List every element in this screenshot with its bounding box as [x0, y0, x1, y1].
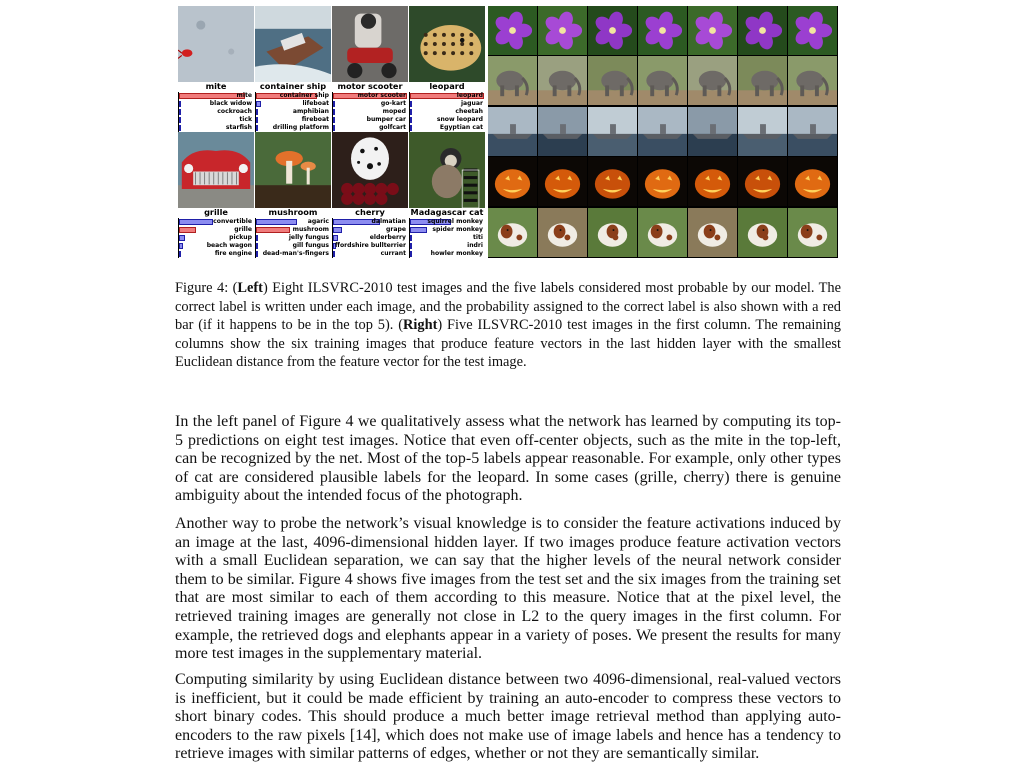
prediction-row [179, 226, 254, 234]
prediction-label: bumper car [366, 116, 406, 123]
prediction-row [256, 116, 331, 124]
prediction-label: indri [467, 242, 483, 249]
prediction-row [179, 124, 254, 132]
retrieved-image-dogs [588, 208, 637, 257]
retrieved-image-pumpkins [638, 157, 687, 206]
prediction-label: motor scooter [357, 92, 406, 99]
retrieved-image-pumpkins [788, 157, 837, 206]
prediction-label: titi [472, 234, 483, 241]
retrieved-image-ships [688, 107, 737, 156]
prediction-row [179, 250, 254, 258]
probability-bar [410, 101, 412, 107]
probability-bar [179, 125, 181, 131]
probability-bar [410, 125, 412, 131]
prediction-label: fire engine [214, 250, 252, 257]
prediction-label: snow leopard [436, 116, 483, 123]
retrieved-image-pumpkins [588, 157, 637, 206]
prediction-label: black widow [209, 100, 252, 107]
correct-label: mushroom [268, 207, 318, 217]
retrieved-image-elephants [588, 56, 637, 105]
prediction-label: pickup [229, 234, 252, 241]
retrieved-image-elephants [538, 56, 587, 105]
probability-bar [410, 109, 412, 115]
prediction-row [179, 242, 254, 250]
prediction-row [179, 92, 254, 100]
retrieved-image-elephants [788, 56, 837, 105]
prediction-label: elderberry [369, 234, 406, 241]
prediction-label: mushroom [292, 226, 329, 233]
probability-bar [410, 227, 427, 233]
prediction-label: howler monkey [430, 250, 483, 257]
prediction-label: cheetah [455, 108, 483, 115]
probability-bar [333, 235, 338, 241]
prediction-row [179, 100, 254, 108]
retrieved-image-pumpkins [688, 157, 737, 206]
retrieved-image-pumpkins [738, 157, 787, 206]
top5-predictions [332, 218, 408, 258]
test-image-cherry [332, 132, 408, 208]
retrieved-image-dogs [538, 208, 587, 257]
correct-label: leopard [429, 81, 465, 91]
probability-bar [179, 243, 183, 249]
retrieved-image-dogs [638, 208, 687, 257]
prediction-row [410, 250, 485, 258]
prediction-label: agaric [307, 218, 329, 225]
correct-label: container ship [259, 81, 327, 91]
caption-text-1: ) Eight ILSVRC-2010 test images and the five labels considered most probable by our model. The correct label is written under each image, and the probability assigned to the correct label is also shown with a red bar (if it happens to be in the top 5). ( [175, 280, 841, 333]
prediction-row [256, 234, 331, 242]
test-image-scooter [332, 6, 408, 82]
retrieved-image-dogs [788, 208, 837, 257]
query-image-flowers [488, 6, 537, 55]
prediction-row [256, 250, 331, 258]
retrieved-image-flowers [588, 6, 637, 55]
retrieved-image-elephants [638, 56, 687, 105]
retrieved-image-dogs [688, 208, 737, 257]
retrieved-image-elephants [688, 56, 737, 105]
top5-predictions [255, 218, 331, 258]
probability-bar [256, 235, 258, 241]
prediction-row [256, 100, 331, 108]
top5-predictions [409, 92, 485, 132]
prediction-label: go-kart [380, 100, 406, 107]
probability-bar [256, 219, 297, 225]
prediction-row [179, 218, 254, 226]
prediction-label: drilling platform [272, 124, 329, 131]
prediction-row [256, 92, 331, 100]
prediction-row [256, 108, 331, 116]
prediction-row [410, 226, 485, 234]
prediction-row [333, 100, 408, 108]
correct-label: Madagascar cat [410, 207, 484, 217]
prediction-row [333, 250, 408, 258]
retrieved-image-ships [538, 107, 587, 156]
prediction-label: spider monkey [432, 226, 483, 233]
prediction-row [410, 116, 485, 124]
prediction-label: jelly fungus [288, 234, 329, 241]
probability-bar [256, 251, 258, 257]
prediction-row [333, 108, 408, 116]
probability-bar [256, 125, 258, 131]
prediction-row [410, 124, 485, 132]
prediction-label: fireboat [301, 116, 329, 123]
prediction-label: lifeboat [302, 100, 329, 107]
probability-bar [179, 251, 181, 257]
test-image-car [178, 132, 254, 208]
prediction-label: currant [380, 250, 406, 257]
prediction-label: grape [386, 226, 406, 233]
prediction-label: grille [234, 226, 252, 233]
top5-predictions [178, 218, 254, 258]
probability-bar [333, 125, 335, 131]
prediction-row [179, 234, 254, 242]
probability-bar [256, 243, 258, 249]
prediction-row [410, 218, 485, 226]
probability-bar [179, 101, 181, 107]
probability-bar [333, 117, 335, 123]
prediction-row [410, 234, 485, 242]
probability-bar [333, 251, 335, 257]
top5-predictions [178, 92, 254, 132]
prediction-label: ffordshire bullterrier [335, 242, 406, 249]
probability-bar [410, 117, 412, 123]
prediction-row [333, 92, 408, 100]
prediction-row [333, 226, 408, 234]
prediction-row [333, 124, 408, 132]
probability-bar [179, 117, 181, 123]
probability-bar [333, 101, 335, 107]
test-image-leopard [409, 6, 485, 82]
retrieved-image-flowers [738, 6, 787, 55]
prediction-row [333, 116, 408, 124]
probability-bar [179, 109, 181, 115]
correct-probability-bar [256, 227, 290, 233]
probability-bar [256, 101, 261, 107]
prediction-row [410, 92, 485, 100]
test-image-ship [255, 6, 331, 82]
prediction-label: gill fungus [292, 242, 329, 249]
prediction-row [333, 234, 408, 242]
probability-bar [333, 109, 335, 115]
prediction-row [410, 242, 485, 250]
probability-bar [410, 243, 412, 249]
figure-right-panel [488, 6, 838, 258]
prediction-label: dead-man's-fingers [262, 250, 329, 257]
paragraph-3: Computing similarity by using Euclidean distance between two 4096-dimensional, real-valued vectors is inefficient, but it could be made efficient by training an auto-encoder to compress these vectors to short binary codes. This should produce a much better image retrieval method than applying auto-encoders to the raw pixels [14], which does not make use of image labels and hence has a tendency to retrieve images with similar patterns of edges, whether or not they are semantically similar. [175, 671, 841, 763]
correct-probability-bar [179, 93, 245, 99]
retrieved-image-ships [588, 107, 637, 156]
prediction-label: beach wagon [206, 242, 252, 249]
caption-text-2: ) Five ILSVRC-2010 test images in the first column. The remaining columns show the six training images that produce feature vectors in the last hidden layer with the smallest Euclidean distance from the feature vector for the test image. [175, 317, 841, 370]
retrieved-image-ships [788, 107, 837, 156]
prediction-row [179, 116, 254, 124]
prediction-label: leopard [456, 92, 483, 99]
prediction-row [256, 218, 331, 226]
prediction-row [410, 108, 485, 116]
retrieved-image-flowers [638, 6, 687, 55]
retrieved-image-flowers [688, 6, 737, 55]
caption-right-label: Right [403, 317, 438, 333]
prediction-row [256, 226, 331, 234]
prediction-row [333, 218, 408, 226]
retrieved-image-dogs [738, 208, 787, 257]
retrieved-image-flowers [788, 6, 837, 55]
prediction-label: dalmatian [371, 218, 406, 225]
query-image-dogs [488, 208, 537, 257]
correct-label: cherry [355, 207, 385, 217]
retrieved-image-elephants [738, 56, 787, 105]
figure-left-panel [178, 6, 486, 258]
prediction-label: amphibian [292, 108, 329, 115]
top5-predictions [409, 218, 485, 258]
prediction-row [333, 242, 408, 250]
probability-bar [333, 227, 342, 233]
top5-predictions [255, 92, 331, 132]
top5-predictions [332, 92, 408, 132]
figure-caption [175, 279, 841, 372]
prediction-label: squirrel monkey [427, 218, 483, 225]
correct-label: grille [204, 207, 228, 217]
prediction-label: mite [236, 92, 252, 99]
paragraph-2: Another way to probe the network’s visual knowledge is to consider the feature activations induced by an image at the last, 4096-dimensional hidden layer. If two images produce feature activation vectors with a small Euclidean separation, we can say that the higher levels of the neural network consider them to be similar. Figure 4 shows five images from the test set and the six images from the training set that are most similar to each of them according to this measure. Notice that at the pixel level, the retrieved training images are generally not close in L2 to the query images in the first column. For example, the retrieved dogs and elephants appear in a variety of poses. We present the results for many more test images in the supplementary material. [175, 515, 841, 663]
caption-left-label: Left [237, 280, 263, 296]
test-image-mite [178, 6, 254, 82]
prediction-label: container ship [279, 92, 329, 99]
prediction-row [256, 242, 331, 250]
prediction-label: jaguar [460, 100, 483, 107]
prediction-row [256, 124, 331, 132]
probability-bar [179, 235, 185, 241]
query-image-ships [488, 107, 537, 156]
prediction-label: convertible [213, 218, 252, 225]
probability-bar [410, 251, 412, 257]
probability-bar [256, 109, 258, 115]
prediction-label: golfcart [379, 124, 406, 131]
prediction-label: starfish [225, 124, 252, 131]
correct-label: motor scooter [337, 81, 403, 91]
caption-prefix: Figure 4: ( [175, 280, 238, 296]
probability-bar [256, 117, 258, 123]
retrieved-image-pumpkins [538, 157, 587, 206]
test-image-mushroom [255, 132, 331, 208]
query-image-elephants [488, 56, 537, 105]
prediction-row [179, 108, 254, 116]
retrieved-image-ships [638, 107, 687, 156]
paragraph-1: In the left panel of Figure 4 we qualitatively assess what the network has learned by computing its top-5 predictions on eight test images. Notice that even off-center objects, such as the mite in the top-left, can be recognized by the net. Most of the top-5 labels appear reasonable. For example, only other types of cat are considered plausible labels for the leopard. In some cases (grille, cherry) there is genuine ambiguity about the intended focus of the photograph. [175, 413, 841, 505]
prediction-label: moped [382, 108, 406, 115]
query-image-pumpkins [488, 157, 537, 206]
probability-bar [179, 219, 213, 225]
correct-probability-bar [179, 227, 196, 233]
retrieved-image-ships [738, 107, 787, 156]
probability-bar [410, 235, 412, 241]
prediction-label: tick [239, 116, 252, 123]
correct-label: mite [205, 81, 227, 91]
test-image-lemur [409, 132, 485, 208]
retrieved-image-flowers [538, 6, 587, 55]
prediction-row [410, 100, 485, 108]
prediction-label: cockroach [217, 108, 252, 115]
prediction-label: Egyptian cat [439, 124, 483, 131]
